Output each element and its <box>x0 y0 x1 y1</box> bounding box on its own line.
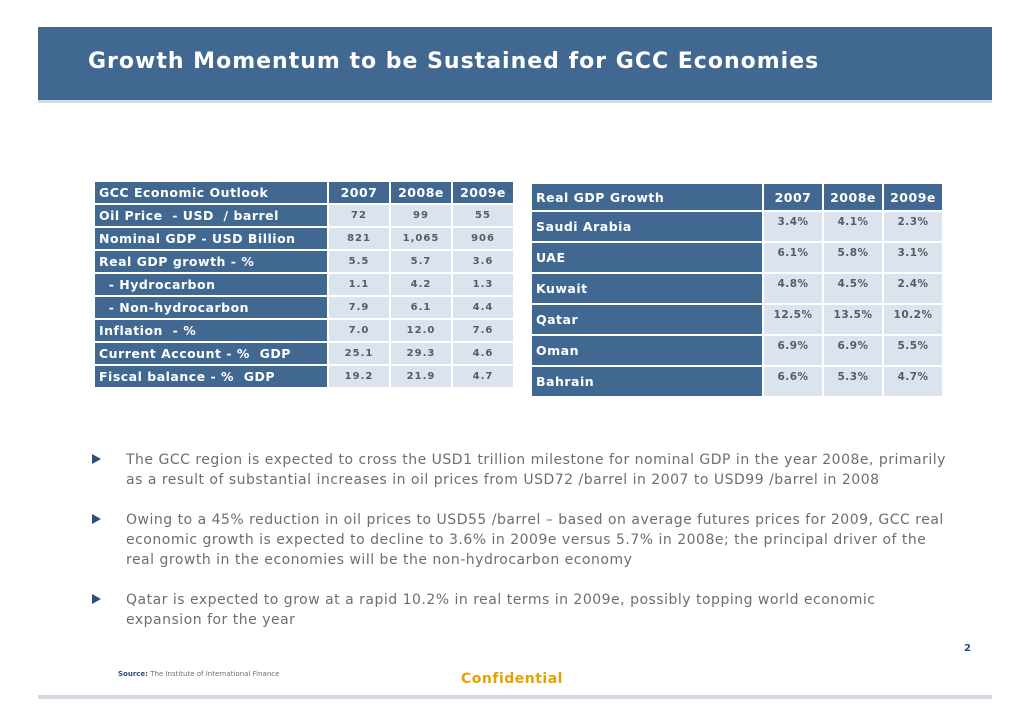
table-row <box>95 228 513 249</box>
cell-2007: 821 <box>329 228 389 249</box>
table-row <box>95 274 513 295</box>
cell-2009e: 55 <box>453 205 513 226</box>
cell-2008e: 5.3% <box>824 367 882 396</box>
cell-2007: 4.8% <box>764 274 822 303</box>
outlook-table <box>93 180 515 389</box>
source-label: Source: <box>118 670 148 678</box>
row-label: UAE <box>532 243 762 272</box>
cell-2009e: 3.1% <box>884 243 942 272</box>
table-header-year: 2009e <box>453 182 513 203</box>
row-label: Fiscal balance - % GDP <box>95 366 327 387</box>
cell-2009e: 4.7 <box>453 366 513 387</box>
table-header-year: 2008e <box>824 184 882 210</box>
bullet-text: The GCC region is expected to cross the USD1 trillion milestone for nominal GDP in the year 2008e, primarily as a result of substantial increases in oil prices from USD72 /barrel in 2007 to USD99 /barrel in 2008 <box>126 452 946 488</box>
confidential-label: Confidential <box>461 671 563 687</box>
row-label: Real GDP growth - % <box>95 251 327 272</box>
table-header-row <box>532 184 942 210</box>
bullet-arrow-icon <box>92 514 101 524</box>
cell-2009e: 2.4% <box>884 274 942 303</box>
cell-2008e: 5.7 <box>391 251 451 272</box>
row-label: Inflation - % <box>95 320 327 341</box>
cell-2007: 7.9 <box>329 297 389 318</box>
cell-2008e: 4.5% <box>824 274 882 303</box>
cell-2008e: 5.8% <box>824 243 882 272</box>
footer-band <box>38 695 992 699</box>
cell-2007: 6.1% <box>764 243 822 272</box>
cell-2007: 6.9% <box>764 336 822 365</box>
table-header-label: Real GDP Growth <box>532 184 762 210</box>
cell-2007: 25.1 <box>329 343 389 364</box>
table-row <box>95 297 513 318</box>
cell-2009e: 10.2% <box>884 305 942 334</box>
cell-2008e: 29.3 <box>391 343 451 364</box>
page-number: 2 <box>964 643 971 654</box>
cell-2008e: 1,065 <box>391 228 451 249</box>
cell-2008e: 13.5% <box>824 305 882 334</box>
table-row <box>532 212 942 241</box>
bullet-item <box>90 510 950 570</box>
table-row <box>532 305 942 334</box>
table-row <box>95 251 513 272</box>
table-row <box>532 274 942 303</box>
bullet-arrow-icon <box>92 454 101 464</box>
row-label: Nominal GDP - USD Billion <box>95 228 327 249</box>
cell-2008e: 12.0 <box>391 320 451 341</box>
page-title: Growth Momentum to be Sustained for GCC Economies <box>88 49 820 74</box>
cell-2007: 6.6% <box>764 367 822 396</box>
cell-2008e: 6.9% <box>824 336 882 365</box>
cell-2008e: 21.9 <box>391 366 451 387</box>
row-label: Oil Price - USD / barrel <box>95 205 327 226</box>
cell-2007: 1.1 <box>329 274 389 295</box>
table-row <box>532 336 942 365</box>
table-row <box>95 343 513 364</box>
source-note <box>118 670 279 678</box>
cell-2008e: 99 <box>391 205 451 226</box>
row-label: Current Account - % GDP <box>95 343 327 364</box>
cell-2009e: 5.5% <box>884 336 942 365</box>
table-header-row <box>95 182 513 203</box>
table-row <box>532 367 942 396</box>
cell-2008e: 6.1 <box>391 297 451 318</box>
cell-2009e: 4.7% <box>884 367 942 396</box>
title-band <box>38 27 992 103</box>
table-header-label: GCC Economic Outlook <box>95 182 327 203</box>
cell-2009e: 3.6 <box>453 251 513 272</box>
source-text: The Institute of International Finance <box>150 670 280 678</box>
bullet-text: Owing to a 45% reduction in oil prices to USD55 /barrel – based on average futures prices for 2009, GCC real economic growth is expected to decline to 3.6% in 2009e versus 5.7% in 2008e; the principal driver of the real growth in the economies will be the non-hydrocarbon economy <box>126 512 944 568</box>
table-row <box>95 366 513 387</box>
cell-2009e: 1.3 <box>453 274 513 295</box>
row-label: - Non-hydrocarbon <box>95 297 327 318</box>
table-row <box>532 243 942 272</box>
table-row <box>95 205 513 226</box>
row-label: Kuwait <box>532 274 762 303</box>
bullet-text: Qatar is expected to grow at a rapid 10.2% in real terms in 2009e, possibly topping world economic expansion for the year <box>126 592 876 628</box>
bullet-arrow-icon <box>92 594 101 604</box>
real-gdp-growth-table <box>530 182 944 398</box>
cell-2007: 7.0 <box>329 320 389 341</box>
cell-2009e: 4.6 <box>453 343 513 364</box>
row-label: Oman <box>532 336 762 365</box>
cell-2007: 3.4% <box>764 212 822 241</box>
table-header-year: 2007 <box>764 184 822 210</box>
bullet-item <box>90 450 950 490</box>
cell-2008e: 4.2 <box>391 274 451 295</box>
cell-2009e: 4.4 <box>453 297 513 318</box>
table-row <box>95 320 513 341</box>
table-header-year: 2007 <box>329 182 389 203</box>
cell-2007: 19.2 <box>329 366 389 387</box>
cell-2007: 72 <box>329 205 389 226</box>
cell-2009e: 2.3% <box>884 212 942 241</box>
table-header-year: 2009e <box>884 184 942 210</box>
row-label: Bahrain <box>532 367 762 396</box>
cell-2007: 5.5 <box>329 251 389 272</box>
row-label: Qatar <box>532 305 762 334</box>
table-header-year: 2008e <box>391 182 451 203</box>
cell-2009e: 7.6 <box>453 320 513 341</box>
bullet-item <box>90 590 950 630</box>
cell-2007: 12.5% <box>764 305 822 334</box>
cell-2008e: 4.1% <box>824 212 882 241</box>
row-label: Saudi Arabia <box>532 212 762 241</box>
bullet-list <box>90 450 950 650</box>
cell-2009e: 906 <box>453 228 513 249</box>
row-label: - Hydrocarbon <box>95 274 327 295</box>
